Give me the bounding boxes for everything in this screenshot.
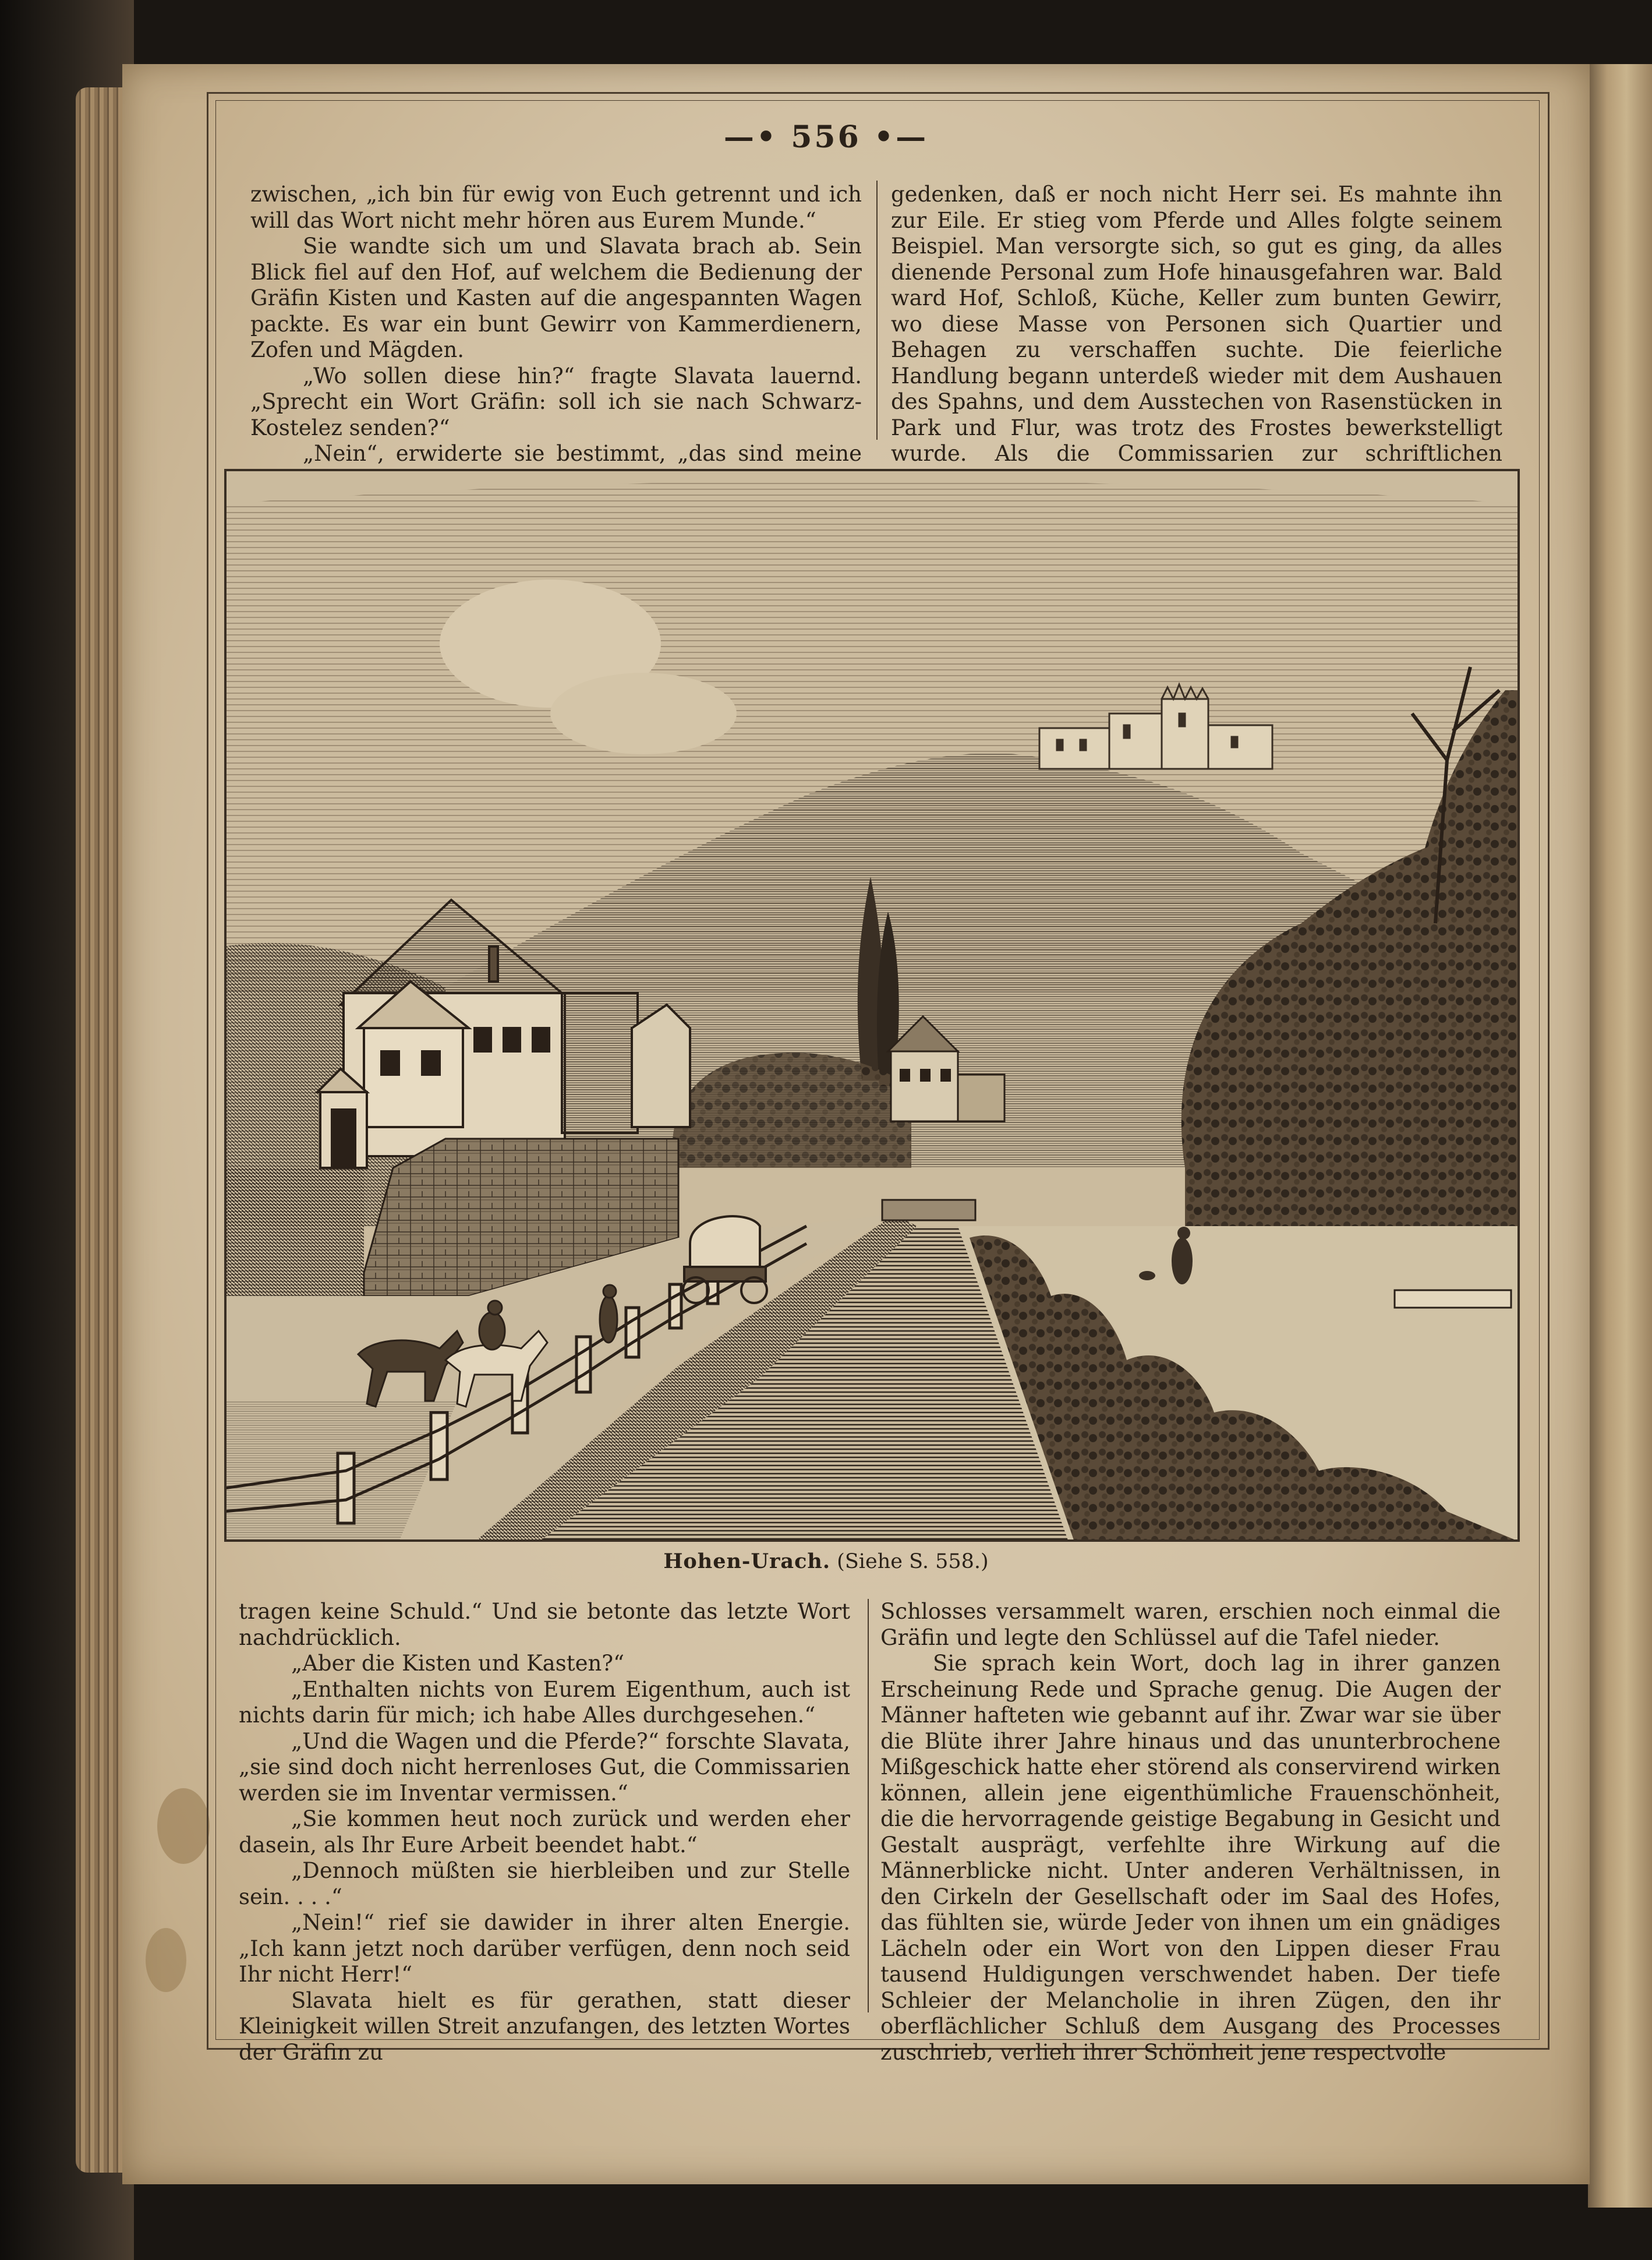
ornament-right: •— [873, 119, 929, 155]
column-divider-bottom [868, 1599, 869, 2012]
bottom-left-column [239, 1599, 850, 2065]
paragraph: Sie wandte sich um und Slavata brach ab. Sein Blick fiel auf den Hof, auf welchem die Bedienung der Gräfin Kisten und Kasten auf die angespannten Wagen packte. Es war ein bunt Gewirr von Kammerdienern, Zofen und Mägden. [250, 234, 862, 362]
paragraph: gedenken, daß er noch nicht Herr sei. Es mahnte ihn zur Eile. Er stieg vom Pferde und Alles folgte seinem Beispiel. Man versorgte sich, so gut es ging, da alles dienende Personal zum Hofe hinausgefahren war. Bald ward Hof, Schloß, Küche, Keller zum bunten Gewirr, wo diese Masse von Personen sich Quartier und Behagen zu verschaffen suchte. Die feierliche Handlung begann unterdeß wieder mit dem Aushauen des Spahns, und dem Ausstechen von Rasenstücken in Park und Flur, was trotz des Frostes bewerkstelligt wurde. Als die Commissarien zur schriftlichen [891, 182, 1502, 466]
paragraph: „Sie kommen heut noch zurück und werden eher dasein, als Ihr Eure Arbeit beendet habt.“ [239, 1806, 850, 1858]
caption-title: Hohen-Urach. [663, 1549, 831, 1573]
next-page-edge [1588, 64, 1652, 2208]
paragraph: Slavata hielt es für gerathen, statt dieser Kleinigkeit willen Streit anzufangen, des letzten Wortes der Gräfin zu [239, 1987, 850, 2065]
top-right-column [891, 182, 1502, 493]
top-left-column [250, 182, 862, 519]
paragraph: Sie sprach kein Wort, doch lag in ihrer ganzen Erscheinung Rede und Sprache genug. Die Augen der Männer hafteten wie gebannt auf ihr. Zwar war sie über die Blüte ihrer Jahre hinaus und das ununterbrochene Mißgeschick hatte eher störend als conservirend wirken können, allein jene eigenthümliche Frauenschönheit, die die hervorragende geistige Begabung in Gesicht und Gestalt ausprägt, verfehlte ihre Wirkung auf die Männerblicke nicht. Unter anderen Verhältnissen, in den Cirkeln der Gesellschaft oder im Saal des Hofes, das fühlten sie, würde Jeder von ihnen um ein gnädiges Lächeln oder ein Wort von den Lippen dieser Frau tausend Huldigungen verschwendet haben. Der tiefe Schleier der Melancholie in ihren Zügen, den ihr oberflächlicher Schluß dem Ausgang des Processes zuschrieb, verlieh ihrer Schönheit jene respectvolle [880, 1651, 1501, 2065]
water-stain [146, 1928, 186, 1992]
page-number-text: 556 [791, 119, 861, 155]
bridge [882, 1200, 975, 1220]
water-stain [157, 1788, 210, 1864]
paragraph: tragen keine Schuld.“ Und sie betonte das letzte Wort nachdrücklich. [239, 1599, 850, 1650]
illustration-caption [0, 1549, 1652, 1573]
page-number [0, 119, 1652, 155]
bottom-right-column [880, 1599, 1501, 2065]
paragraph: „Wo sollen diese hin?“ fragte Slavata lauernd. „Sprecht ein Wort Gräfin: soll ich sie nach Schwarz-Kostelez senden?“ [250, 363, 862, 440]
engraving-hohen-urach [224, 469, 1520, 1542]
cloud [550, 673, 737, 754]
paragraph: „Und die Wagen und die Pferde?“ forschte Slavata, „sie sind doch nicht herrenloses Gut, die Commissarien werden sie im Inventar vermissen.“ [239, 1728, 851, 1806]
paragraph: „Aber die Kisten und Kasten?“ [291, 1651, 625, 1676]
caption-reference: (Siehe S. 558.) [837, 1550, 989, 1573]
paragraph: „Enthalten nichts von Eurem Eigenthum, auch ist nichts darin für mich; ich habe Alles durchgesehen.“ [239, 1676, 850, 1728]
paragraph: „Nein!“ rief sie dawider in ihrer alten Energie. „Ich kann jetzt noch darüber verfügen, denn noch seid Ihr nicht Herr!“ [239, 1910, 850, 1987]
paragraph: „Dennoch müßten sie hierbleiben und zur Stelle sein. . . .“ [239, 1858, 850, 1909]
paragraph: zwischen, „ich bin für ewig von Euch getrennt und ich will das Wort nicht mehr hören aus Eurem Munde.“ [250, 182, 862, 233]
bench [1395, 1290, 1511, 1308]
paragraph: Schlosses versammelt waren, erschien noch einmal die Gräfin und legte den Schlüssel auf die Tafel nieder. [880, 1599, 1501, 1650]
ornament-left: —• [723, 119, 779, 155]
paragraph: „Nein“, erwiderte sie bestimmt, „das sind meine [303, 441, 862, 466]
column-divider-top [876, 181, 878, 440]
